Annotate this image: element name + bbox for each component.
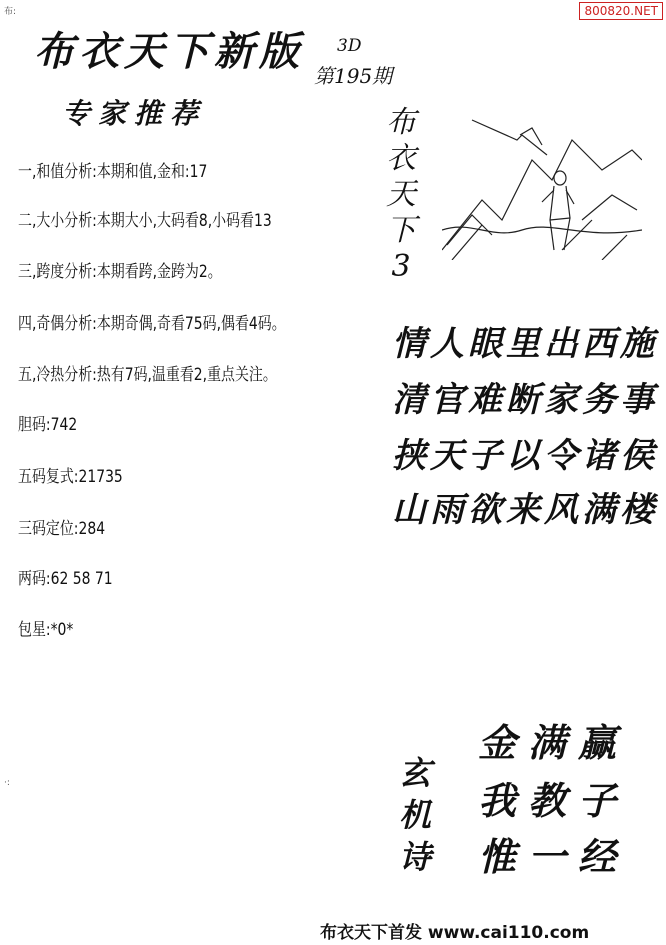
page-title: 布衣天下新版 [34,28,304,75]
site-watermark: 800820.NET [579,2,663,20]
footer-text: 布衣天下首发 www.cai110.com [320,923,590,943]
three-code: 三码定位:284 [18,519,106,539]
dan-code: 胆码:742 [18,415,78,435]
poem-line: 清官难断家务事 [392,380,658,420]
side-mark: ·: [4,778,10,788]
analysis-line: 四,奇偶分析:本期奇偶,奇看75码,偶看4码。 [18,314,286,334]
xuanji-char: 诗 [398,838,431,876]
poem-line: 情人眼里出西施 [392,324,658,364]
page-subtitle: 专家推荐 [62,97,207,130]
xuanji-poem-line: 金满赢 [478,720,629,765]
corner-mark: 布: [4,7,17,17]
xuanji-char: 机 [398,796,431,834]
side-title-char: 天 [386,177,416,212]
xuanji-label [398,752,432,878]
lottery-type: 3D [337,36,362,56]
five-code: 五码复式:21735 [18,467,123,487]
analysis-line: 五,冷热分析:热有7码,温重看2,重点关注。 [18,365,277,385]
side-title-char: 3 [391,249,411,284]
analysis-line: 一,和值分析:本期和值,金和:17 [18,162,208,182]
issue-number: 第195期 [314,64,393,88]
two-code: 两码:62 58 71 [18,569,113,589]
mountain-figure-illustration [442,100,642,260]
analysis-line: 二,大小分析:本期大小,大码看8,小码看13 [18,211,272,231]
side-title-char: 衣 [386,141,416,176]
analysis-line: 三,跨度分析:本期看跨,金跨为2。 [18,262,222,282]
poem-line: 山雨欲来风满楼 [392,490,658,530]
side-title-char: 下 [386,213,416,248]
xuanji-poem-line: 惟一经 [478,834,629,879]
xuanji-char: 玄 [398,754,431,792]
side-title-char: 布 [386,105,416,140]
xuanji-poem-line: 我教子 [478,778,629,823]
bao-xing: 包星:*0* [18,620,74,640]
poem-line: 挟天子以令诸侯 [392,436,658,476]
side-title [386,105,416,285]
